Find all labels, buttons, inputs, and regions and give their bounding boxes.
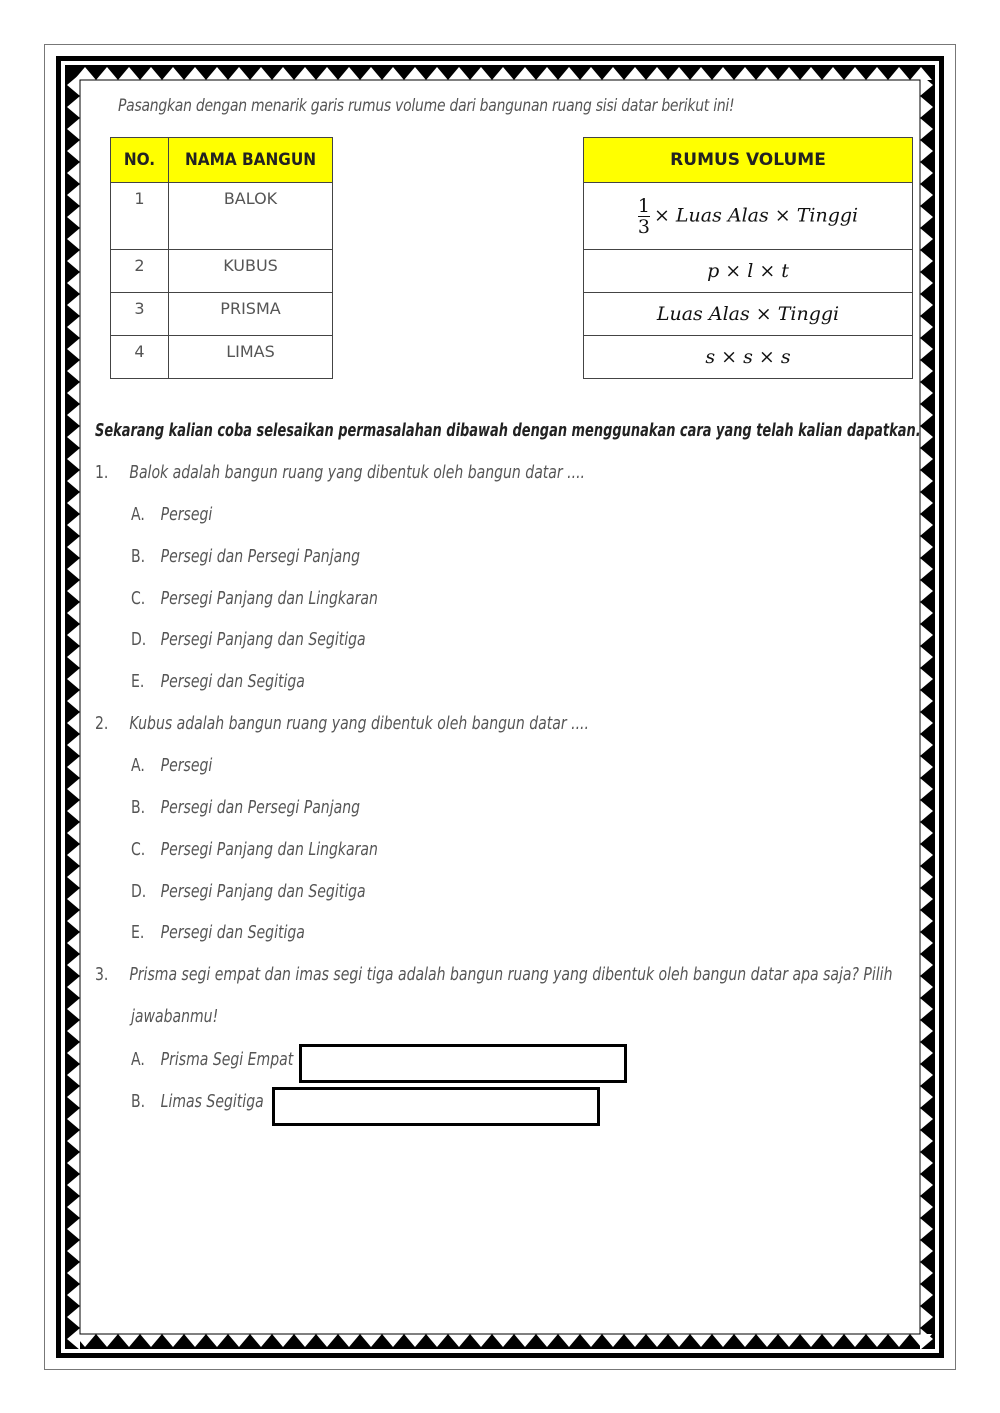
question-text: Prisma segi empat dan imas segi tiga adalah bangun ruang yang dibentuk oleh bangun datar apa saja? Pilih: [129, 964, 893, 985]
formula-pyramid: [584, 183, 913, 250]
option-letter: B.: [131, 1091, 146, 1112]
table-header-row: [111, 138, 333, 183]
instruction-text: Pasangkan dengan menarik garis rumus volume dari bangunan ruang sisi datar berikut ini!: [118, 96, 735, 116]
question-text: Balok adalah bangun ruang yang dibentuk oleh bangun datar ....: [129, 462, 585, 483]
option-letter: E.: [131, 922, 145, 943]
row-shape-name: KUBUS: [169, 250, 333, 293]
option-text: Prisma Segi Empat: [160, 1049, 294, 1070]
option-3a: [131, 1049, 293, 1070]
formula-rest: × Luas Alas × Tinggi: [653, 204, 859, 226]
option-letter: B.: [131, 797, 146, 818]
answer-input-pyramid[interactable]: [272, 1087, 600, 1126]
table-row[interactable]: [111, 183, 333, 250]
option-text: Persegi Panjang dan Segitiga: [160, 881, 366, 902]
question-number: 2.: [95, 713, 109, 734]
header-no: NO.: [111, 138, 169, 183]
formula-row[interactable]: [584, 250, 913, 293]
option-text: Persegi dan Persegi Panjang: [160, 546, 361, 567]
option-1c[interactable]: [131, 588, 378, 609]
row-no: 4: [111, 336, 169, 379]
formula-cube: s × s × s: [584, 336, 913, 379]
formula-cuboid: p × l × t: [584, 250, 913, 293]
row-shape-name: PRISMA: [169, 293, 333, 336]
question-1: [95, 462, 585, 483]
question-3: [95, 964, 892, 985]
option-letter: D.: [131, 629, 147, 650]
option-2b[interactable]: [131, 797, 360, 818]
fraction-numerator: 1: [637, 194, 650, 217]
option-text: Persegi dan Persegi Panjang: [160, 797, 361, 818]
option-1b[interactable]: [131, 546, 360, 567]
option-2d[interactable]: [131, 881, 366, 902]
option-letter: C.: [131, 839, 146, 860]
option-letter: C.: [131, 588, 146, 609]
option-2c[interactable]: [131, 839, 378, 860]
fraction: [638, 196, 650, 237]
question-text-cont: jawabanmu!: [131, 1006, 219, 1027]
header-volume-formula: RUMUS VOLUME: [584, 138, 913, 183]
question-text: Kubus adalah bangun ruang yang dibentuk oleh bangun datar ....: [129, 713, 589, 734]
fraction-denominator: 3: [637, 215, 650, 238]
formula-prism: Luas Alas × Tinggi: [584, 293, 913, 336]
header-shape-name: NAMA BANGUN: [169, 138, 333, 183]
option-text: Persegi: [160, 504, 213, 525]
option-1e[interactable]: [131, 671, 305, 692]
row-no: 3: [111, 293, 169, 336]
table-row[interactable]: [111, 250, 333, 293]
table-row[interactable]: [111, 336, 333, 379]
row-shape-name: BALOK: [169, 183, 333, 250]
table-header-row: [584, 138, 913, 183]
option-letter: E.: [131, 671, 145, 692]
option-2a[interactable]: [131, 755, 212, 776]
option-letter: D.: [131, 881, 147, 902]
task-prompt: Sekarang kalian coba selesaikan permasalahan dibawah dengan menggunakan cara yang telah kalian dapatkan.: [95, 420, 921, 441]
option-letter: A.: [131, 504, 145, 525]
option-text: Persegi dan Segitiga: [160, 671, 305, 692]
option-text: Persegi Panjang dan Segitiga: [160, 629, 366, 650]
option-text: Persegi: [160, 755, 213, 776]
shape-name-table: [110, 137, 333, 379]
volume-formula-table: [583, 137, 913, 379]
option-letter: A.: [131, 1049, 145, 1070]
formula-row[interactable]: [584, 183, 913, 250]
option-letter: B.: [131, 546, 146, 567]
table-row[interactable]: [111, 293, 333, 336]
option-text: Persegi Panjang dan Lingkaran: [160, 588, 378, 609]
question-number: 3.: [95, 964, 109, 985]
option-text: Persegi Panjang dan Lingkaran: [160, 839, 378, 860]
row-shape-name: LIMAS: [169, 336, 333, 379]
formula-row[interactable]: [584, 293, 913, 336]
answer-input-prism[interactable]: [299, 1044, 627, 1083]
option-2e[interactable]: [131, 922, 305, 943]
question-2: [95, 713, 589, 734]
question-3-continued: [131, 1006, 218, 1027]
question-number: 1.: [95, 462, 109, 483]
option-1d[interactable]: [131, 629, 366, 650]
option-text: Limas Segitiga: [160, 1091, 264, 1112]
option-letter: A.: [131, 755, 145, 776]
row-no: 1: [111, 183, 169, 250]
option-3b: [131, 1091, 264, 1112]
option-text: Persegi dan Segitiga: [160, 922, 305, 943]
row-no: 2: [111, 250, 169, 293]
formula-row[interactable]: [584, 336, 913, 379]
option-1a[interactable]: [131, 504, 212, 525]
